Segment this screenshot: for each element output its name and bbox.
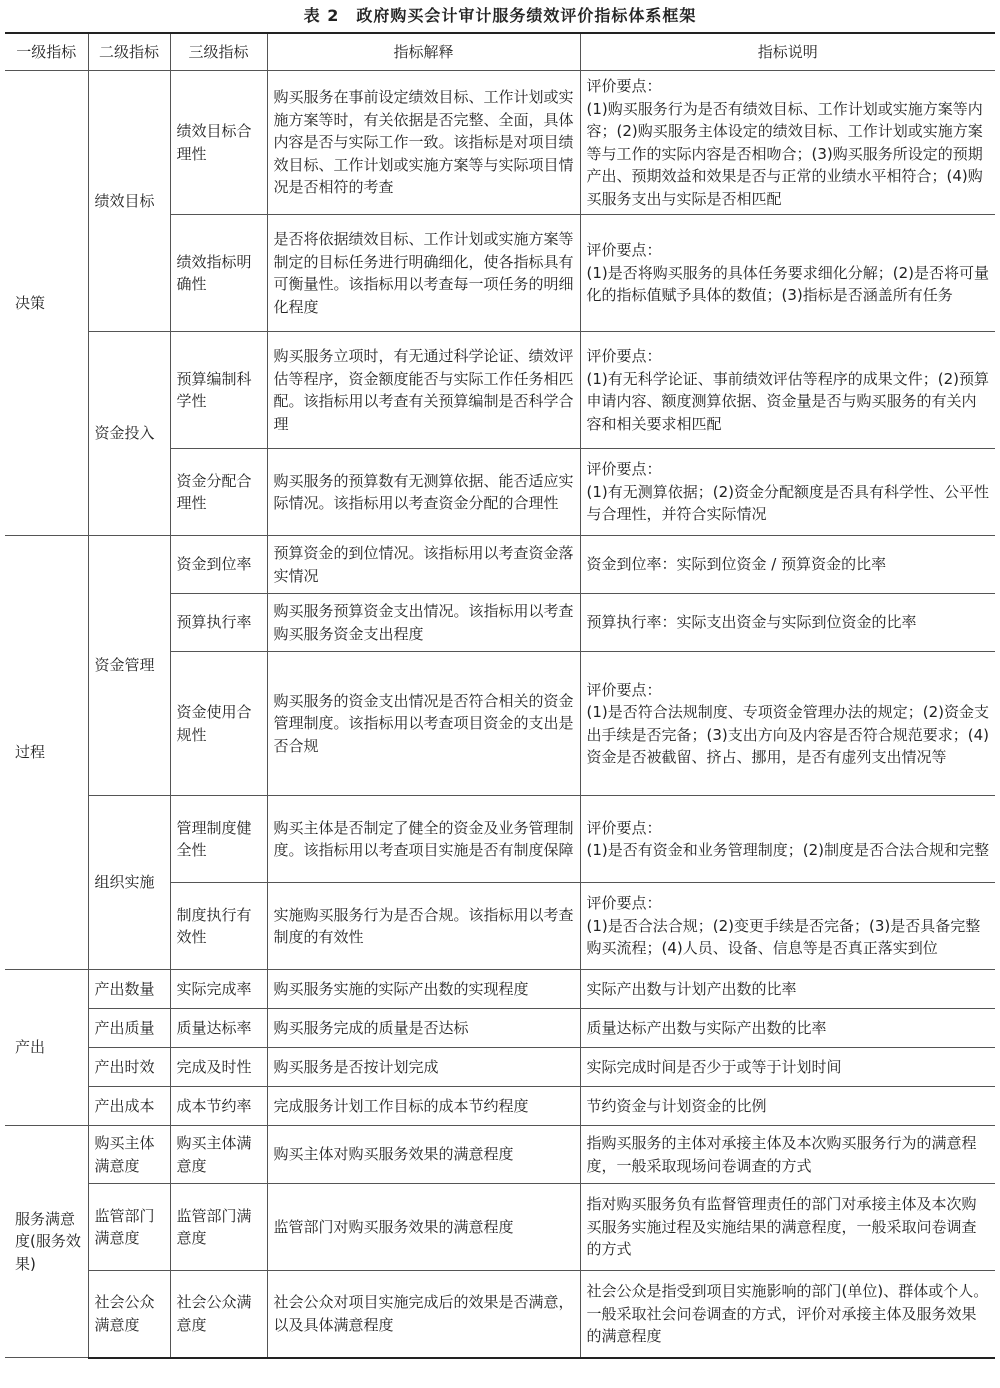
note-cell: 质量达标产出数与实际产出数的比率 <box>580 1009 995 1048</box>
note-cell: 评价要点： (1)是否有资金和业务管理制度；(2)制度是否合法合规和完整 <box>580 796 995 883</box>
note-cell: 评价要点： (1)是否将购买服务的具体任务要求细化分解；(2)是否将可量化的指标值赋予具体的数值；(3)指标是否涵盖所有任务 <box>580 215 995 332</box>
level3-cell: 资金到位率 <box>170 536 267 594</box>
level1-cell: 过程 <box>5 536 88 970</box>
table-row <box>5 1009 995 1048</box>
table-row <box>5 1087 995 1126</box>
explain-cell: 购买服务预算资金支出情况。该指标用以考查购买服务资金支出程度 <box>267 594 580 652</box>
level2-cell: 资金管理 <box>88 536 170 796</box>
explain-cell: 监管部门对购买服务效果的满意程度 <box>267 1184 580 1271</box>
level3-cell: 绩效指标明确性 <box>170 215 267 332</box>
level2-cell: 产出时效 <box>88 1048 170 1087</box>
note-cell: 指对购买服务负有监督管理责任的部门对承接主体及本次购买服务实施过程及实施结果的满意程度，一般采取问卷调查的方式 <box>580 1184 995 1271</box>
note-cell: 节约资金与计划资金的比例 <box>580 1087 995 1126</box>
level3-cell: 质量达标率 <box>170 1009 267 1048</box>
level3-cell: 资金分配合理性 <box>170 449 267 536</box>
note-cell: 指购买服务的主体对承接主体及本次购买服务行为的满意程度，一般采取现场问卷调查的方式 <box>580 1126 995 1184</box>
level3-cell: 购买主体满意度 <box>170 1126 267 1184</box>
level2-cell: 监管部门满意度 <box>88 1184 170 1271</box>
level3-cell: 管理制度健全性 <box>170 796 267 883</box>
header-note: 指标说明 <box>580 33 995 71</box>
explain-cell: 购买主体是否制定了健全的资金及业务管理制度。该指标用以考查项目实施是否有制度保障 <box>267 796 580 883</box>
explain-cell: 是否将依据绩效目标、工作计划或实施方案等制定的目标任务进行明确细化，使各指标具有可衡量性。该指标用以考查每一项任务的明细化程度 <box>267 215 580 332</box>
note-cell: 评价要点： (1)是否合法合规；(2)变更手续是否完备；(3)是否具备完整购买流程；(4)人员、设备、信息等是否真正落实到位 <box>580 883 995 970</box>
note-cell: 资金到位率：实际到位资金 / 预算资金的比率 <box>580 536 995 594</box>
level3-cell: 实际完成率 <box>170 970 267 1009</box>
level3-cell: 资金使用合规性 <box>170 652 267 796</box>
level1-cell: 决策 <box>5 71 88 536</box>
explain-cell: 购买服务的资金支出情况是否符合相关的资金管理制度。该指标用以考查项目资金的支出是否合规 <box>267 652 580 796</box>
explain-cell: 购买服务是否按计划完成 <box>267 1048 580 1087</box>
explain-cell: 预算资金的到位情况。该指标用以考查资金落实情况 <box>267 536 580 594</box>
note-cell: 评价要点： (1)购买服务行为是否有绩效目标、工作计划或实施方案等内容；(2)购买服务主体设定的绩效目标、工作计划或实施方案等与工作的实际内容是否相吻合；(3)购买服务所设定的预期产出、预期效益和效果是否与正常的业绩水平相符合；(4)购买服务支出与实际是否相匹配 <box>580 71 995 215</box>
header-level2: 二级指标 <box>88 33 170 71</box>
explain-cell: 购买服务在事前设定绩效目标、工作计划或实施方案等时，有关依据是否完整、全面，具体内容是否与实际工作一致。该指标是对项目绩效目标、工作计划或实施方案等与实际项目情况是否相符的考查 <box>267 71 580 215</box>
table-row <box>5 1048 995 1087</box>
table-row <box>5 1126 995 1184</box>
note-cell: 预算执行率：实际支出资金与实际到位资金的比率 <box>580 594 995 652</box>
explain-cell: 购买主体对购买服务效果的满意程度 <box>267 1126 580 1184</box>
level2-cell: 购买主体满意度 <box>88 1126 170 1184</box>
explain-cell: 完成服务计划工作目标的成本节约程度 <box>267 1087 580 1126</box>
level3-cell: 绩效目标合理性 <box>170 71 267 215</box>
table-row <box>5 332 995 449</box>
level1-cell: 产出 <box>5 970 88 1126</box>
table-row <box>5 1271 995 1358</box>
table-row <box>5 71 995 215</box>
level3-cell: 监管部门满意度 <box>170 1184 267 1271</box>
level3-cell: 完成及时性 <box>170 1048 267 1087</box>
table-row <box>5 970 995 1009</box>
header-level1: 一级指标 <box>5 33 88 71</box>
level3-cell: 预算编制科学性 <box>170 332 267 449</box>
level2-cell: 社会公众满意度 <box>88 1271 170 1358</box>
table-row <box>5 536 995 594</box>
explain-cell: 购买服务完成的质量是否达标 <box>267 1009 580 1048</box>
note-cell: 评价要点： (1)有无科学论证、事前绩效评估等程序的成果文件；(2)预算申请内容、额度测算依据、资金量是否与购买服务的有关内容和相关要求相匹配 <box>580 332 995 449</box>
table-row <box>5 796 995 883</box>
table-title: 表 2 政府购买会计审计服务绩效评价指标体系框架 <box>303 6 697 25</box>
level3-cell: 成本节约率 <box>170 1087 267 1126</box>
explain-cell: 实施购买服务行为是否合规。该指标用以考查制度的有效性 <box>267 883 580 970</box>
explain-cell: 社会公众对项目实施完成后的效果是否满意，以及具体满意程度 <box>267 1271 580 1358</box>
header-explain: 指标解释 <box>267 33 580 71</box>
note-cell: 社会公众是指受到项目实施影响的部门(单位)、群体或个人。一般采取社会问卷调查的方式，评价对承接主体及服务效果的满意程度 <box>580 1271 995 1358</box>
table-row <box>5 1184 995 1271</box>
explain-cell: 购买服务实施的实际产出数的实现程度 <box>267 970 580 1009</box>
explain-cell: 购买服务的预算数有无测算依据、能否适应实际情况。该指标用以考查资金分配的合理性 <box>267 449 580 536</box>
level3-cell: 预算执行率 <box>170 594 267 652</box>
header-row <box>5 33 995 71</box>
level2-cell: 产出成本 <box>88 1087 170 1126</box>
level2-cell: 资金投入 <box>88 332 170 536</box>
level2-cell: 绩效目标 <box>88 71 170 332</box>
level1-cell: 服务满意度(服务效果) <box>5 1126 88 1358</box>
note-cell: 评价要点： (1)是否符合法规制度、专项资金管理办法的规定；(2)资金支出手续是否完备；(3)支出方向及内容是否符合规范要求；(4)资金是否被截留、挤占、挪用，是否有虚列支出情况等 <box>580 652 995 796</box>
indicator-table <box>5 32 995 1359</box>
note-cell: 实际产出数与计划产出数的比率 <box>580 970 995 1009</box>
explain-cell: 购买服务立项时，有无通过科学论证、绩效评估等程序，资金额度能否与实际工作任务相匹配。该指标用以考查有关预算编制是否科学合理 <box>267 332 580 449</box>
level3-cell: 制度执行有效性 <box>170 883 267 970</box>
note-cell: 实际完成时间是否少于或等于计划时间 <box>580 1048 995 1087</box>
level2-cell: 产出数量 <box>88 970 170 1009</box>
level2-cell: 产出质量 <box>88 1009 170 1048</box>
note-cell: 评价要点： (1)有无测算依据；(2)资金分配额度是否具有科学性、公平性与合理性，并符合实际情况 <box>580 449 995 536</box>
level3-cell: 社会公众满意度 <box>170 1271 267 1358</box>
header-level3: 三级指标 <box>170 33 267 71</box>
level2-cell: 组织实施 <box>88 796 170 970</box>
